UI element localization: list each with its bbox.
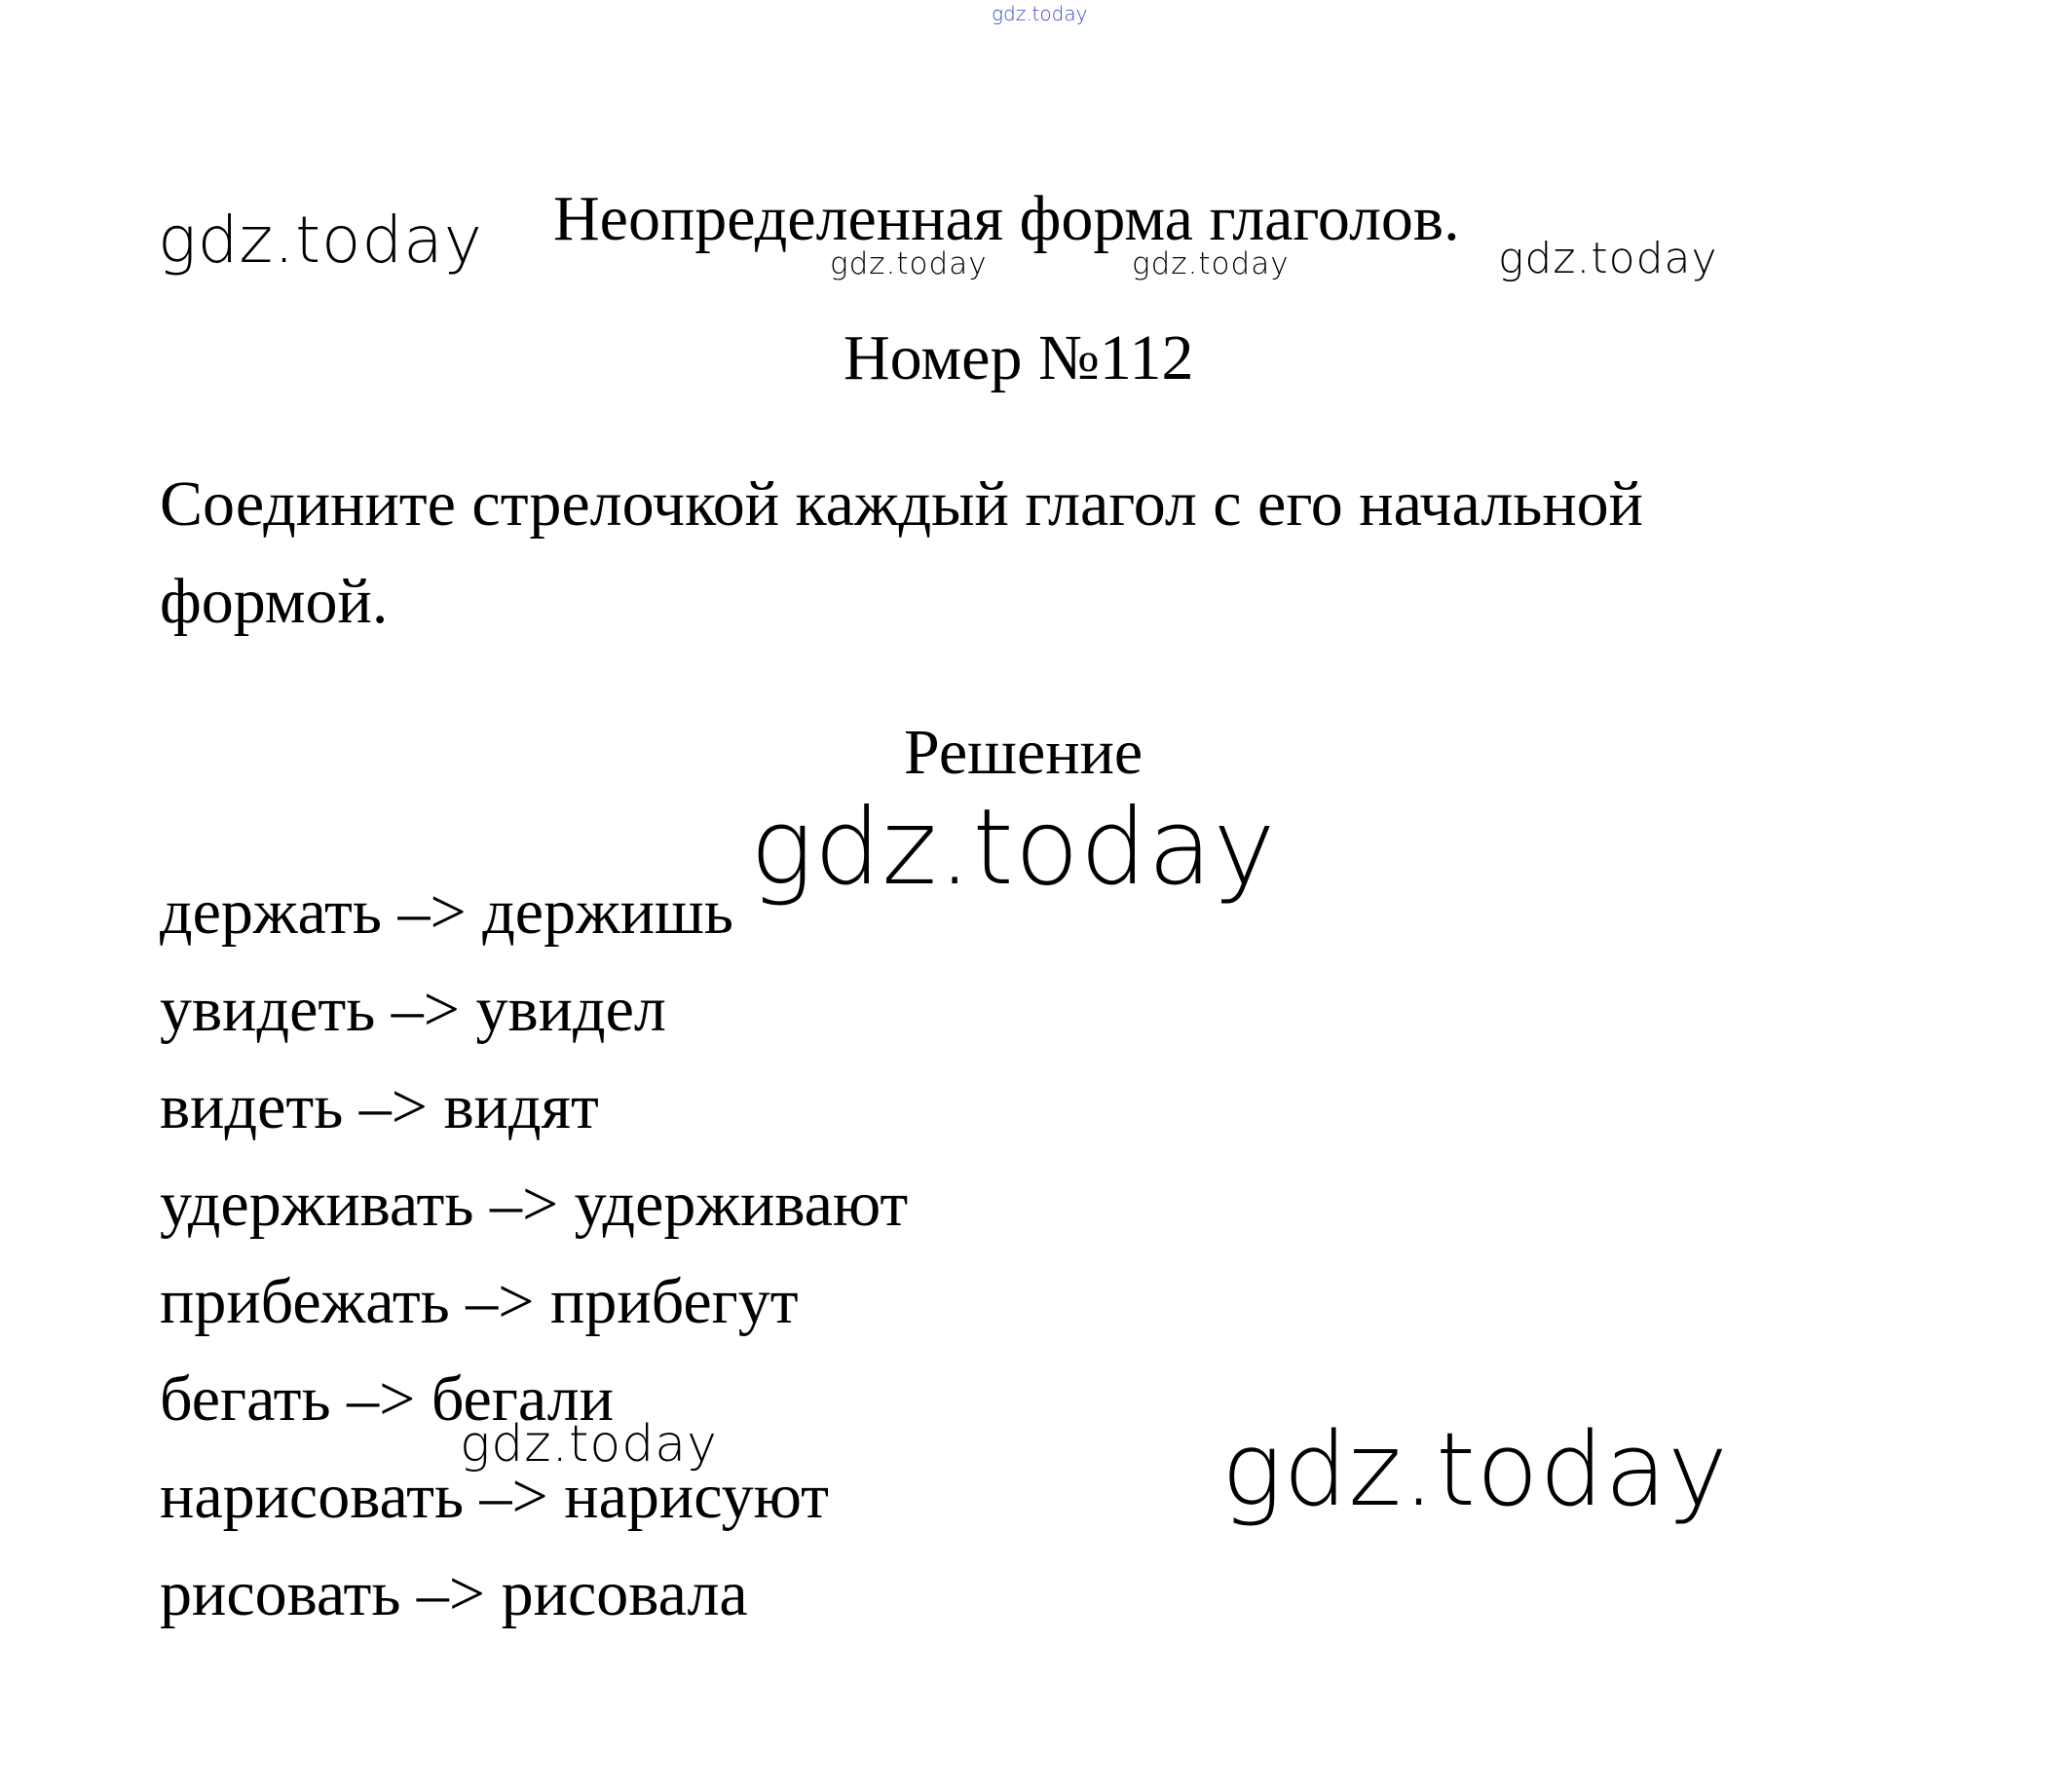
task-number: Номер №112	[844, 322, 1194, 393]
answer-item: бегать –> бегали	[160, 1363, 615, 1435]
task-instruction: Соедините стрелочкой каждый глагол с его начальной формой.	[160, 468, 1643, 637]
answer-list	[160, 864, 908, 1643]
watermark-title-small-1: gdz.today	[830, 246, 988, 281]
watermark-title-small-2: gdz.today	[1132, 246, 1290, 281]
answer-item: держать –> держишь	[160, 877, 733, 948]
answer-item: прибежать –> прибегут	[160, 1266, 799, 1337]
watermark-big-center: gdz.today	[750, 787, 1277, 909]
answer-item: удерживать –> удерживают	[160, 1169, 909, 1240]
answer-item: нарисовать –> нарисуют	[160, 1461, 829, 1532]
solution-heading: Решение	[904, 717, 1143, 788]
answer-item: рисовать –> рисовала	[160, 1558, 748, 1629]
watermark-top: gdz.today	[992, 2, 1088, 25]
watermark-header-left: gdz.today	[158, 203, 483, 278]
page-title: Неопределенная форма глаголов.	[553, 183, 1460, 254]
watermark-mid-list: gdz.today	[460, 1415, 718, 1474]
watermark-title-small-3: gdz.today	[1498, 234, 1718, 283]
watermark-big-right: gdz.today	[1221, 1410, 1729, 1529]
answer-item: видеть –> видят	[160, 1071, 599, 1142]
answer-item: увидеть –> увидел	[160, 974, 666, 1045]
